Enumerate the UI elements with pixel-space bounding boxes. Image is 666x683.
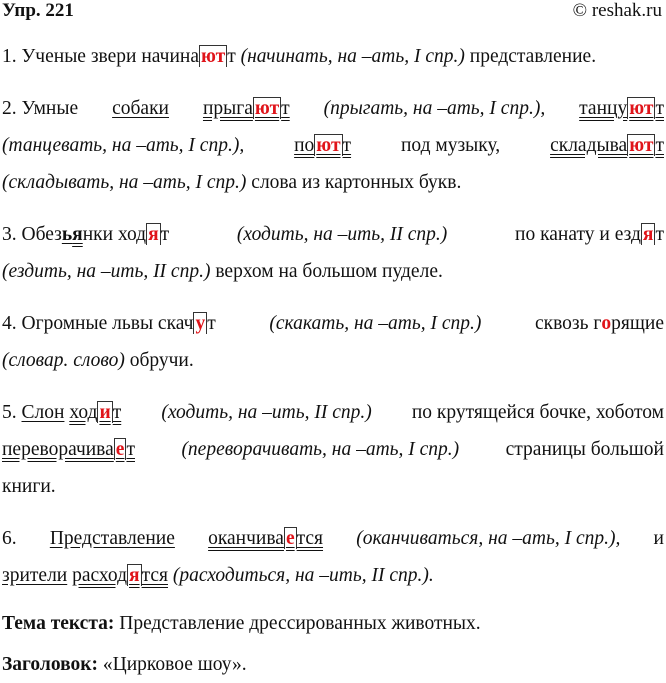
ending-box: я [642, 224, 654, 245]
separating-vowel: я [72, 224, 83, 245]
text-topic [2, 611, 664, 637]
grammar-note: (словар. слово) [2, 350, 125, 371]
title-value: «Цирковое шоу». [102, 654, 247, 675]
sentence-5-line-3: книги. [2, 476, 56, 497]
grammar-note: (начинать, на –ать, I спр.) [240, 46, 465, 67]
subject: зрители [2, 565, 68, 586]
sentence-2-line-3: (складывать, на –ать, I спр.) слова из картонных букв. [2, 172, 462, 193]
subject: Слон [21, 402, 65, 423]
text-title [2, 652, 664, 678]
predicate: складыва ют т [550, 135, 664, 156]
grammar-note: (оканчиваться, на –ать, I спр.), [356, 528, 621, 549]
grammar-note: (скакать, на –ать, I спр.) [269, 313, 482, 334]
predicate: по ют т [294, 135, 352, 156]
sentence-5-line-2: переворачива е т (переворачивать, на –ать, I спр.) страницы большой [2, 437, 664, 463]
sentence-3-line-2: (ездить, на –ить, II спр.) верхом на большом пуделе. [2, 261, 443, 282]
sentence-2-line-2: (танцевать, на –ать, I спр.), по ют т под музыку, складыва ют т [2, 133, 664, 159]
ending-box: я [129, 565, 140, 586]
subject: Представление [49, 528, 175, 549]
predicate: оканчива е тся [208, 528, 324, 549]
ending-box: е [115, 439, 125, 460]
sentence-2-line-1: 2. Умные собаки прыга ют т (прыгать, на –ать, I спр.), танцу ют т [2, 96, 664, 122]
predicate: прыга ют т [202, 98, 290, 119]
predicate: расход я тся [72, 565, 168, 586]
site-credit: © reshak.ru [572, 0, 662, 21]
ending-box: ют [629, 98, 654, 119]
predicate: ход и т [69, 402, 122, 423]
ending-box: ют [629, 135, 654, 156]
ending-box: е [285, 528, 295, 549]
grammar-note: (переворачивать, на –ать, I спр.) [181, 439, 460, 460]
predicate: танцу ют т [579, 98, 664, 119]
title-label: Заголовок: [2, 654, 98, 675]
grammar-note: (ездить, на –ить, II спр.) [2, 261, 211, 282]
sentence-5-line-1: 5. Слон ход и т (ходить, на –ить, II спр.) по крутящейся бочке, хоботом [2, 400, 664, 426]
ending-box: и [99, 402, 111, 423]
predicate: переворачива е т [2, 439, 135, 460]
grammar-note: (складывать, на –ать, I спр.) [2, 172, 247, 193]
subject: собаки [112, 98, 169, 119]
ending-box: ют [316, 135, 341, 156]
soft-sign: ь [61, 224, 73, 245]
sentence-6-line-2 [2, 563, 664, 589]
ending-box: я [148, 224, 159, 245]
topic-value: Представление дрессированных животных. [119, 613, 481, 634]
sentence-3-line-1: 3. Обезьянки ход я т (ходить, на –ить, II спр.) по канату и езд я т [2, 222, 664, 248]
ending-box: ют [254, 98, 280, 119]
grammar-note: (расходиться, на –ить, II спр.). [172, 565, 434, 586]
exercise-number: Упр. 221 [2, 0, 74, 21]
sentence-1: 1. Ученые звери начина ют т (начинать, на –ать, I спр.) представление. [2, 46, 597, 67]
grammar-note: (танцевать, на –ать, I спр.), [2, 135, 245, 156]
grammar-note: (ходить, на –ить, II спр.) [236, 224, 448, 245]
ending-box: у [195, 313, 206, 334]
ending-box: ют [201, 46, 226, 67]
sentence-4-line-2: (словар. слово) обручи. [2, 350, 194, 371]
header [0, 0, 666, 26]
grammar-note: (ходить, на –ить, II спр.) [161, 402, 372, 423]
topic-label: Тема текста: [2, 613, 115, 634]
sentence-4-line-1: 4. Огромные львы скач у т (скакать, на –ать, I спр.) сквозь горящие [2, 311, 664, 337]
grammar-note: (прыгать, на –ать, I спр.), [323, 98, 546, 119]
sentence-6-line-1: 6. Представление оканчива е тся (оканчиваться, на –ать, I спр.), и [2, 526, 664, 552]
